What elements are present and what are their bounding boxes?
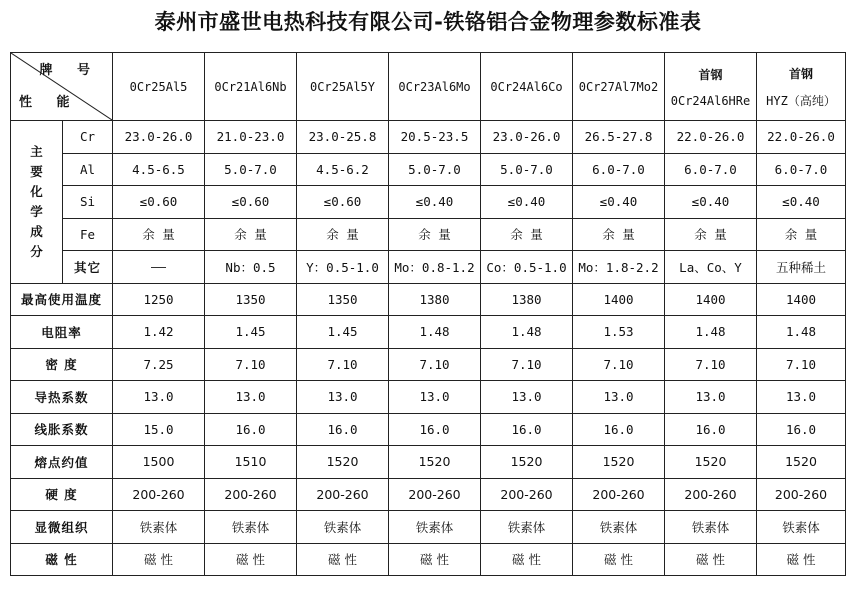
table-row <box>11 446 846 479</box>
table-row <box>11 348 846 381</box>
table-cell: 16.0 <box>573 413 665 446</box>
table-cell: 5.0-7.0 <box>481 153 573 186</box>
table-cell: 1350 <box>297 283 389 316</box>
brand-name: HYZ（高纯） <box>766 93 836 108</box>
table-cell: 7.10 <box>573 348 665 381</box>
table-row <box>11 478 846 511</box>
page-title: 泰州市盛世电热科技有限公司-铁铬铝合金物理参数标准表 <box>154 10 702 34</box>
element-label: Al <box>63 153 113 186</box>
table-cell: 1520 <box>573 446 665 479</box>
table-cell: ≤0.60 <box>113 186 205 219</box>
table-cell: 1520 <box>665 446 757 479</box>
brand-header-cell <box>573 53 665 121</box>
table-cell: 1520 <box>481 446 573 479</box>
table-cell: 1250 <box>113 283 205 316</box>
brand-name: 0Cr21Al6Nb <box>214 80 287 94</box>
table-cell: 1400 <box>757 283 846 316</box>
table-cell: 16.0 <box>205 413 297 446</box>
table-cell: 铁素体 <box>573 511 665 544</box>
table-cell: 1400 <box>665 283 757 316</box>
brand-name: 0Cr27Al7Mo2 <box>578 80 659 94</box>
table-cell: 4.5-6.5 <box>113 153 205 186</box>
alloy-parameter-table <box>10 52 846 576</box>
table-cell: 铁素体 <box>297 511 389 544</box>
table-cell: 铁素体 <box>113 511 205 544</box>
table-cell: 15.0 <box>113 413 205 446</box>
brand-maker-label: 首钢 <box>698 67 723 82</box>
table-row <box>11 218 846 251</box>
table-row <box>11 511 846 544</box>
table-cell: 200-260 <box>665 478 757 511</box>
table-cell: 200-260 <box>389 478 481 511</box>
brand-header-cell <box>389 53 481 121</box>
table-cell: 7.25 <box>113 348 205 381</box>
table-cell: —— <box>113 251 205 284</box>
table-row <box>11 381 846 414</box>
table-row <box>11 121 846 154</box>
table-cell: 1510 <box>205 446 297 479</box>
table-cell: 余 量 <box>297 218 389 251</box>
table-cell: 1380 <box>481 283 573 316</box>
table-cell: ≤0.40 <box>665 186 757 219</box>
table-cell: 6.0-7.0 <box>757 153 846 186</box>
table-cell: Mo：0.8-1.2 <box>389 251 481 284</box>
table-cell: Nb：0.5 <box>205 251 297 284</box>
table-cell: 1.48 <box>665 316 757 349</box>
element-label: 其它 <box>63 251 113 284</box>
table-cell: 1.53 <box>573 316 665 349</box>
table-cell: 200-260 <box>573 478 665 511</box>
table-cell: 磁 性 <box>205 543 297 576</box>
table-header-row <box>11 53 846 121</box>
table-cell: 5.0-7.0 <box>205 153 297 186</box>
table-cell: 13.0 <box>113 381 205 414</box>
table-cell: Mo：1.8-2.2 <box>573 251 665 284</box>
brand-name: 0Cr23Al6Mo <box>398 80 471 94</box>
table-cell: 7.10 <box>481 348 573 381</box>
table-cell: 1.45 <box>205 316 297 349</box>
table-cell: 200-260 <box>113 478 205 511</box>
table-cell: 7.10 <box>205 348 297 381</box>
table-cell: 13.0 <box>297 381 389 414</box>
chemical-composition-group-label <box>11 121 63 284</box>
table-row <box>11 543 846 576</box>
table-cell: ≤0.40 <box>573 186 665 219</box>
property-label: 硬 度 <box>11 478 113 511</box>
table-cell: 1.48 <box>481 316 573 349</box>
table-cell: 余 量 <box>757 218 846 251</box>
table-cell: ≤0.40 <box>481 186 573 219</box>
table-cell: 13.0 <box>757 381 846 414</box>
group-label-char: 要 <box>30 163 43 179</box>
table-cell: 磁 性 <box>757 543 846 576</box>
table-cell: 磁 性 <box>297 543 389 576</box>
table-cell: 铁素体 <box>481 511 573 544</box>
table-cell: 7.10 <box>665 348 757 381</box>
group-label-char: 主 <box>30 143 43 159</box>
table-cell: 余 量 <box>481 218 573 251</box>
element-label: Cr <box>63 121 113 154</box>
table-row <box>11 413 846 446</box>
table-row <box>11 283 846 316</box>
table-cell: 13.0 <box>389 381 481 414</box>
table-cell: La、Co、Y <box>665 251 757 284</box>
table-cell: 16.0 <box>389 413 481 446</box>
table-cell: 1.48 <box>389 316 481 349</box>
table-cell: 1350 <box>205 283 297 316</box>
table-cell: 23.0-25.8 <box>297 121 389 154</box>
corner-brand-label: 牌 号 <box>39 63 100 78</box>
table-cell: 余 量 <box>113 218 205 251</box>
table-cell: 200-260 <box>205 478 297 511</box>
table-cell: ≤0.60 <box>205 186 297 219</box>
property-label: 显微组织 <box>11 511 113 544</box>
table-cell: ≤0.40 <box>389 186 481 219</box>
brand-header-cell <box>205 53 297 121</box>
table-cell: 磁 性 <box>389 543 481 576</box>
table-cell: Y：0.5-1.0 <box>297 251 389 284</box>
table-cell: 13.0 <box>205 381 297 414</box>
table-cell: 21.0-23.0 <box>205 121 297 154</box>
brand-header-cell <box>113 53 205 121</box>
table-cell: 200-260 <box>297 478 389 511</box>
table-cell: 余 量 <box>205 218 297 251</box>
table-cell: 7.10 <box>297 348 389 381</box>
property-label: 磁 性 <box>11 543 113 576</box>
table-row <box>11 251 846 284</box>
table-cell: 1500 <box>113 446 205 479</box>
brand-header-cell <box>481 53 573 121</box>
table-cell: 16.0 <box>757 413 846 446</box>
group-label-char: 学 <box>30 203 43 219</box>
table-cell: 16.0 <box>297 413 389 446</box>
table-cell: 26.5-27.8 <box>573 121 665 154</box>
table-cell: 铁素体 <box>205 511 297 544</box>
brand-name: 0Cr25Al5 <box>129 80 188 94</box>
table-cell: 五种稀土 <box>757 251 846 284</box>
table-cell: 4.5-6.2 <box>297 153 389 186</box>
brand-maker-label: 首钢 <box>788 66 813 81</box>
property-label: 线胀系数 <box>11 413 113 446</box>
table-cell: 1.45 <box>297 316 389 349</box>
table-cell: ≤0.60 <box>297 186 389 219</box>
brand-name: 0Cr24Al6HRe <box>670 93 751 108</box>
property-label: 最高使用温度 <box>11 283 113 316</box>
brand-name: 0Cr25Al5Y <box>309 80 376 94</box>
table-cell: 1520 <box>757 446 846 479</box>
table-cell: Co：0.5-1.0 <box>481 251 573 284</box>
table-cell: 磁 性 <box>113 543 205 576</box>
table-cell: 20.5-23.5 <box>389 121 481 154</box>
table-cell: 1520 <box>297 446 389 479</box>
table-cell: 7.10 <box>389 348 481 381</box>
table-cell: 5.0-7.0 <box>389 153 481 186</box>
brand-name: 0Cr24Al6Co <box>490 80 563 94</box>
corner-property-label: 性 能 <box>19 95 80 110</box>
element-label: Si <box>63 186 113 219</box>
table-row <box>11 316 846 349</box>
table-cell: 铁素体 <box>757 511 846 544</box>
table-cell: 16.0 <box>481 413 573 446</box>
table-cell: 22.0-26.0 <box>757 121 846 154</box>
table-cell: 1400 <box>573 283 665 316</box>
table-row <box>11 153 846 186</box>
table-cell: 6.0-7.0 <box>573 153 665 186</box>
property-label: 熔点约值 <box>11 446 113 479</box>
corner-header-cell <box>11 53 113 121</box>
property-label: 电阻率 <box>11 316 113 349</box>
table-cell: 13.0 <box>665 381 757 414</box>
table-cell: 13.0 <box>573 381 665 414</box>
table-cell: 1380 <box>389 283 481 316</box>
table-cell: 铁素体 <box>665 511 757 544</box>
table-cell: 23.0-26.0 <box>481 121 573 154</box>
table-cell: 余 量 <box>573 218 665 251</box>
group-label-char: 化 <box>30 183 43 199</box>
table-cell: 22.0-26.0 <box>665 121 757 154</box>
table-cell: 磁 性 <box>573 543 665 576</box>
table-cell: 16.0 <box>665 413 757 446</box>
table-cell: 200-260 <box>481 478 573 511</box>
table-cell: 1.42 <box>113 316 205 349</box>
property-label: 导热系数 <box>11 381 113 414</box>
brand-header-cell <box>757 53 846 121</box>
property-label: 密 度 <box>11 348 113 381</box>
table-row <box>11 186 846 219</box>
table-cell: 磁 性 <box>665 543 757 576</box>
table-cell: 13.0 <box>481 381 573 414</box>
table-cell: 余 量 <box>389 218 481 251</box>
group-label-char: 分 <box>30 243 43 259</box>
table-cell: ≤0.40 <box>757 186 846 219</box>
table-cell: 磁 性 <box>481 543 573 576</box>
table-cell: 铁素体 <box>389 511 481 544</box>
table-cell: 200-260 <box>757 478 846 511</box>
table-cell: 1.48 <box>757 316 846 349</box>
brand-header-cell <box>297 53 389 121</box>
table-cell: 6.0-7.0 <box>665 153 757 186</box>
element-label: Fe <box>63 218 113 251</box>
group-label-char: 成 <box>30 223 43 239</box>
table-cell: 1520 <box>389 446 481 479</box>
table-cell: 余 量 <box>665 218 757 251</box>
table-cell: 7.10 <box>757 348 846 381</box>
table-cell: 23.0-26.0 <box>113 121 205 154</box>
brand-header-cell <box>665 53 757 121</box>
